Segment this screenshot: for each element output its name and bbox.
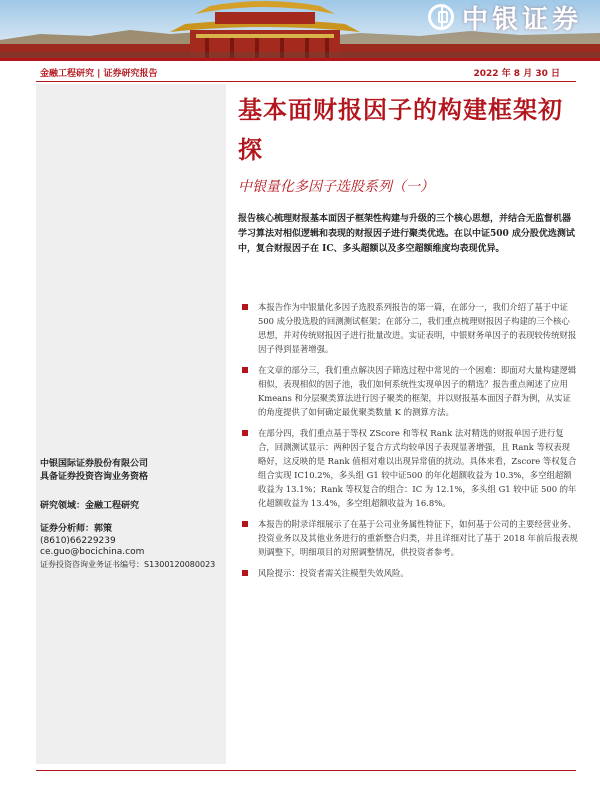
analyst-phone: (8610)66229239 [40,535,116,546]
report-summary: 报告核心梳理财报基本面因子框架性构建与升级的三个核心思想，并结合无监督机器学习算法对相似逻辑和表现的财报因子进行聚类优选。在以中证500 成分股优选测试中，复合财报因子在 IC、多头超额以及多空超额维度均表现优异。 [238,214,575,254]
red-square-bullet-icon [242,367,248,373]
bullet-text: 风险提示：投资者需关注模型失效风险。 [258,568,409,578]
report-title: 基本面财报因子的构建框架初探 [238,95,563,164]
bullet-text: 在文章的部分三，我们重点解决因子筛选过程中常见的一个困难：即面对大量构建逻辑相似，表现相似的因子池，我们如何系统性实现单因子的精选？报告重点阐述了应用 Kmeans 和分层聚类算法进行因子聚类的框架，并以财报基本面因子群为例，从实证的角度提供了如何确定最优聚类数量 K 的测算方法。 [258,365,577,417]
list-item [238,300,578,356]
bullet-text: 在部分四，我们重点基于等权 ZScore 和等权 Rank 法对精选的财报单因子进行复合，回测测试显示：两种因子复合方式均较单因子表现显著增强，且 Rank 等权表现略好，这反映的是 Rank 值相对难以出现异常值的扰动。具体来看，Zscore 等权复合组合实现 IC10.2%，多头组 G1 较中证500 的年化超额收益为 10.3%，多空组超额收益为 13.1%；Rank 等权复合的组合：IC 为 12.1%，多头组 G1 较中证 500 的年化超额收益为 13.4%，多空组超额收益为 16.8%。 [258,428,577,508]
meta-divider [36,81,576,82]
bank-of-china-logo-icon [428,4,454,30]
analyst-name: 证券分析师：郭策 [40,524,113,534]
bullet-text: 本报告作为中银量化多因子选股系列报告的第一篇，在部分一，我们介绍了基于中证 500 成分股选股的回测测试框架；在部分二，我们重点梳理财报因子构建的三个核心思想，并对传统财报因子进行批量改进。实证表明，中银财务单因子的表现较传统财报因子得到显著增强。 [258,302,577,354]
key-points-list [238,300,578,587]
analyst-info [40,524,215,570]
sidebar-panel [36,84,226,764]
brand-name: 中银证券 [461,4,582,35]
analyst-certificate: 证券投资咨询业务证书编号：S1300120080023 [40,559,216,569]
header-banner [0,0,600,58]
list-item [238,566,578,580]
firm-qualification: 具备证券投资咨询业务资格 [40,472,149,482]
report-category: 金融工程研究 | 证券研究报告 [40,69,158,79]
red-square-bullet-icon [242,304,248,310]
red-square-bullet-icon [242,521,248,527]
firm-info [40,458,148,484]
firm-name: 中银国际证券股份有限公司 [40,459,149,469]
list-item [238,363,578,419]
list-item [238,426,578,510]
research-field: 研究领域：金融工程研究 [40,501,140,511]
list-item [238,517,578,559]
red-square-bullet-icon [242,570,248,576]
bullet-text: 本报告的附录详细展示了在基于公司业务属性特征下，如何基于公司的主要经营业务、投资业务以及其他业务进行的重新整合归类，并且详细对比了基于 2018 年前后报表规则调整下，明细项目的对照调整情况，供投资者参考。 [258,519,578,557]
analyst-email[interactable]: ce.guo@bocichina.com [40,547,145,557]
header-divider [0,58,600,61]
brand [428,0,582,34]
footer-divider [36,770,576,771]
report-subtitle: 中银量化多因子选股系列（一） [238,179,434,195]
red-square-bullet-icon [242,430,248,436]
report-date: 2022 年 8 月 30 日 [473,69,560,79]
